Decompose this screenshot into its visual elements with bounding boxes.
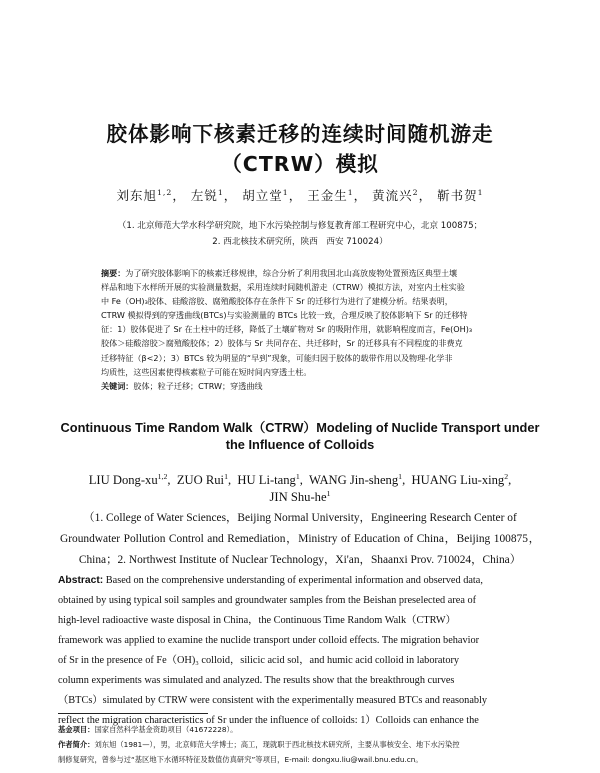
chinese-keywords-label: 关键词： [101,380,134,391]
author-bio-line: 制修复研究，曾参与过“基区地下水循环特征及数值仿真研究”等项目，E-mail: dongxu.liu@wail.bnu.edu.cn。 [58,755,423,764]
chinese-affiliation-line-1: （1. 北京师范大学水科学研究院，地下水污染控制与修复教育部工程研究中心，北京 100875； [117,221,483,231]
english-title-line-1: Continuous Time Random Walk（CTRW）Modeling of Nuclide Transport under [60,420,540,435]
english-author: HU Li-tang$^1$ [237,471,300,487]
english-abstract-line: obtained by using typical soil samples and groundwater samples from the Beishan preselected area of [58,595,477,606]
chinese-abstract-line: 均质性，这些因素使得核素粒子可能在短时间内穿透土柱。 [101,366,312,377]
footnote-divider [58,713,208,714]
english-abstract-line: （BTCs）simulated by CTRW were consistent with the experimentally measured BTCs and reasonably [58,695,488,706]
chinese-title-line-1: 胶体影响下核素迁移的连续时间随机游走 [106,122,494,146]
author-bio-footnote [58,737,542,767]
english-title-line-2: the Influence of Colloids [225,437,375,452]
chinese-author: 左锐$^1$ [190,187,224,203]
chinese-keywords: 关键词：胶体；粒子迁移；CTRW；穿透曲线 [101,380,263,391]
english-abstract [58,571,542,731]
chinese-title-line-2: （CTRW）模拟 [221,152,379,176]
english-author: JIN Shu-$he^1$ [269,488,331,504]
chinese-author-list: 刘东旭$^{1,2}$， 左锐$^1$， 胡立堂$^1$， 王金生$^1$， 黄流兴$^2$， 靳书贺$^1$ [116,187,484,203]
chinese-author: 刘东旭$^{1,2}$ [116,187,173,203]
chinese-abstract-line: 胶体＞硅酸溶胶＞腐殖酸胶体；2）胶体与 Sr 共同存在、共迁移时，Sr 的迁移具有不同程度的非费克 [101,338,463,349]
chinese-abstract-line: CTRW 模拟得到的穿透曲线(BTCs)与实验测量的 BTCs 比较一致，合理反映了胶体影响下 Sr 的迁移特 [101,310,468,321]
funding-label: 基金项目： [58,725,95,734]
chinese-author: 黄流兴$^2$ [372,187,419,203]
english-affiliation-line: Groundwater Pollution Control and Remediation，Ministry of Education of China，Beijing 100875， [60,533,540,545]
english-abstract-line: high-level radioactive waste disposal in China，the Continuous Time Random Walk（CTRW） [58,615,456,626]
chinese-abstract-line: 征：1）胶体促进了 Sr 在土柱中的迁移，降低了土壤矿物对 Sr 的吸附作用，就影响程度而言，Fe(OH)₃ [101,324,473,335]
chinese-abstract-line: 摘要：为了研究胶体影响下的核素迁移规律，综合分析了利用我国北山高放废物处置预选区典型土壤 [101,268,458,278]
chinese-abstract [101,266,501,393]
author-bio-label: 作者简介： [58,740,95,749]
english-abstract-line: reflect the migration characteristics of Sr under the influence of colloids: 1）Colloids can enhance the [58,715,479,726]
funding-footnote: 基金项目：国家自然科学基金资助项目（41672228）。 [58,725,238,734]
english-author: LIU Dong-xu$^{1,2}$ [88,471,168,487]
chinese-author: 王金生$^1$ [307,187,354,203]
chinese-abstract-line: 迁移特征（β<2）；3）BTCs 较为明显的“早到”现象，可能归因于胶体的载带作用以及物理-化学非 [101,352,453,363]
english-author: WANG Jin-sheng$^1$ [308,471,403,487]
english-author-list-line-2 [0,490,600,505]
english-abstract-line: of Sr in the presence of Fe（OH)₃ colloid，silicic acid sol，and humic acid colloid in laboratory [58,655,460,666]
chinese-abstract-line: 中 Fe（OH)₃胶体、硅酸溶胶、腐殖酸胶体存在条件下 Sr 的迁移行为进行了建模分析。结果表明， [101,296,453,307]
english-affiliation-line: （1. College of Water Sciences，Beijing Normal University，Engineering Research Center of [83,512,517,524]
english-author-list-line-1: LIU Dong-xu$^{1,2}$, ZUO Rui$^1$, HU Li-tang$^1$, WANG Jin-sheng$^1$, HUANG Liu-xing$^2$, [88,471,512,487]
english-affiliation-line: China；2. Northwest Institute of Nuclear Technology，Xi'an，Shaanxi Prov. 710024，China） [78,554,522,566]
english-author: ZUO Rui$^1$ [176,471,228,487]
english-abstract-label: Abstract: [58,575,104,586]
english-affiliation [60,508,540,571]
chinese-abstract-line: 样品和地下水样所开展的实验测量数据，采用连续时间随机游走（CTRW）模拟方法，对室内土柱实验 [101,282,465,293]
chinese-affiliation-line-2: 2. 西北核技术研究所，陕西 西安 710024） [212,237,388,247]
english-author: HUANG Liu-xing$^2$ [411,471,509,487]
chinese-abstract-label: 摘要： [101,268,126,278]
chinese-author: 胡立堂$^1$ [242,187,289,203]
english-abstract-line: framework was applied to examine the nuclide transport under colloid effects. The migration behavior [58,635,480,646]
english-abstract-line: column experiments was simulated and analyzed. The results show that the breakthrough curves [58,675,455,686]
author-bio-line: 作者简介：刘东旭（1981—），男，北京师范大学博士；高工，现就职于西北核技术研究所，主要从事核安全、地下水污染控 [58,740,460,749]
english-abstract-line: Abstract: Based on the comprehensive understanding of experimental information and observed data, [58,575,483,586]
chinese-author: 靳书贺$^1$ [437,187,484,203]
